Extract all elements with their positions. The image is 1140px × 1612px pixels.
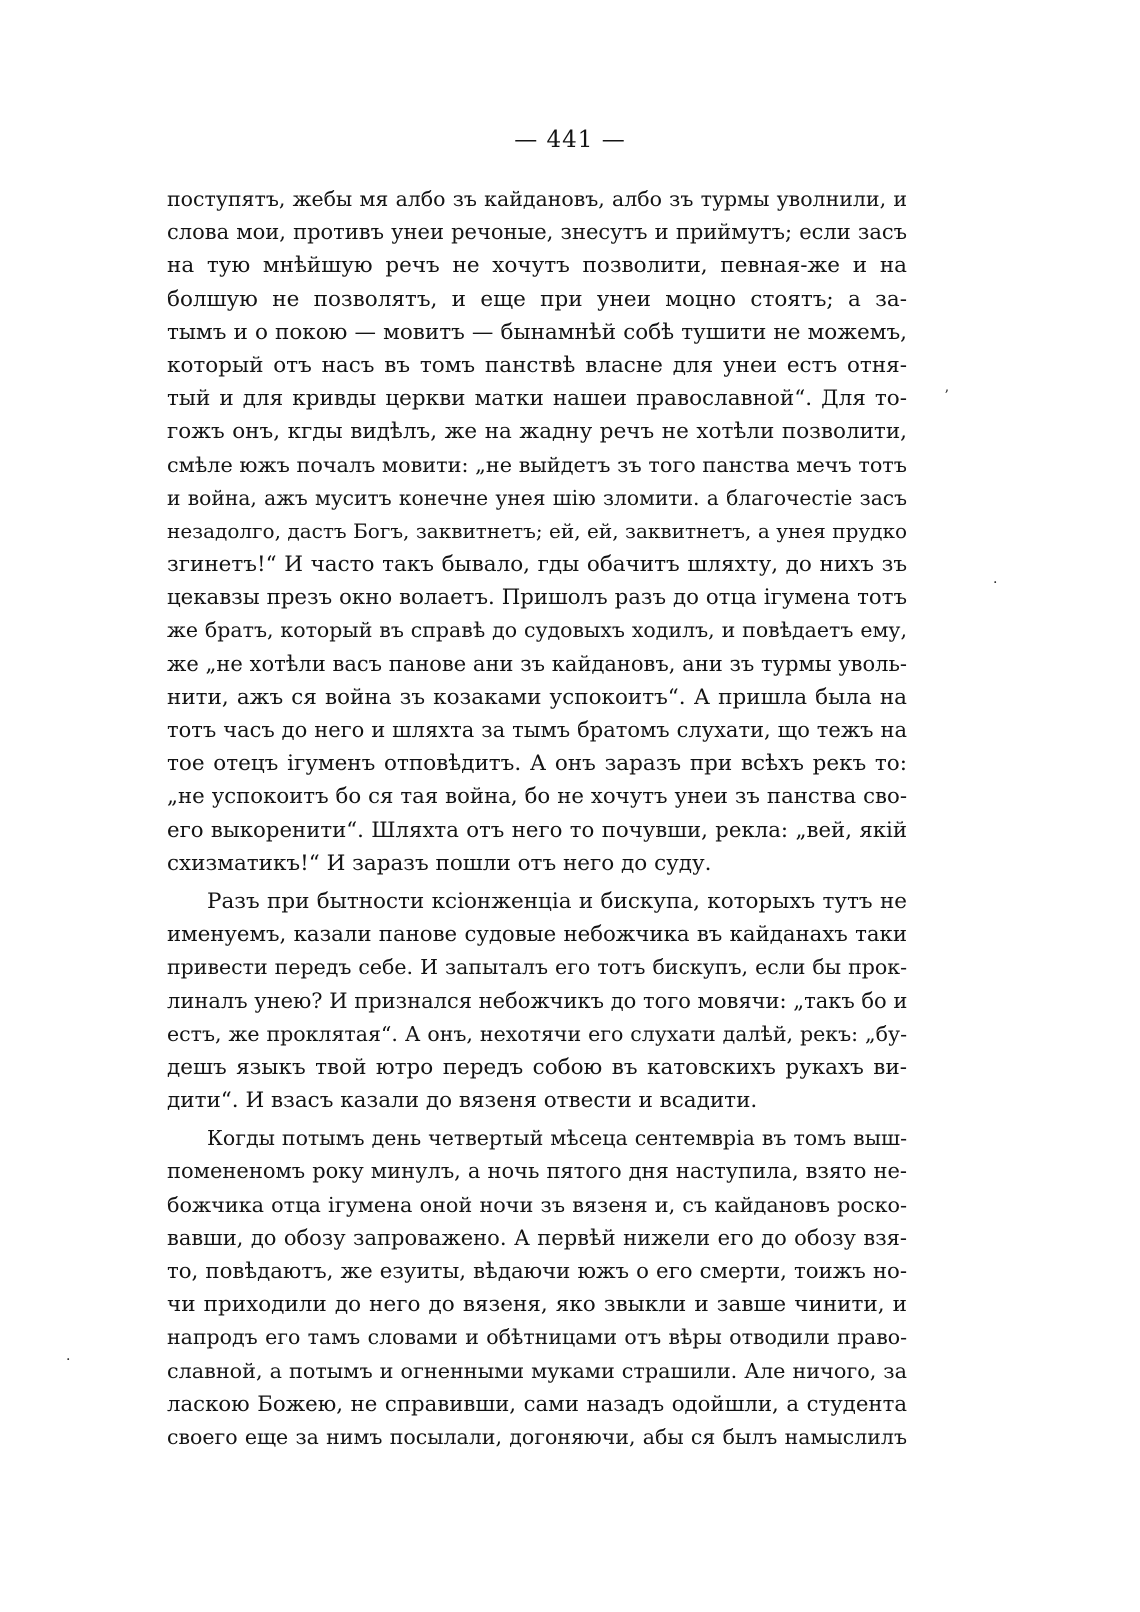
text-line: тый и для кривды церкви матки нашеи православной“. Для то- [167,386,907,412]
text-line: нити, ажъ ся война зъ козаками успокоитъ“. А пришла была на [167,684,907,710]
text-line: привести передъ себе. И запыталъ его тотъ бискупъ, если бы прок- [167,955,907,980]
text-line: Разъ при бытности ксіонженціа и бискупа, которыхъ тутъ не [207,888,907,914]
text-line: тое отецъ ігуменъ отповѣдитъ. А онъ заразъ при всѣхъ рекъ то: [167,751,907,777]
paragraph-3 [167,1122,907,1454]
text-line: вавши, до обозу запроважено. А первѣй нижели его до обозу взя- [167,1225,907,1250]
text-line: Когды потымъ день четвертый мѣсеца сентемвріа въ томъ выш- [207,1126,907,1151]
text-line: же братъ, который въ справѣ до судовыхъ ходилъ, и повѣдаетъ ему, [167,618,907,643]
text-line: дешъ языкъ твой ютро передъ собою въ катовскихъ рукахъ ви- [167,1054,907,1080]
scan-speck: ʼ [944,388,949,404]
text-line: болшую не позволятъ, и еще при унеи моцно стоятъ; а за- [167,286,907,312]
text-line: цекавзы презъ окно волаетъ. Пришолъ разъ до отца ігумена тотъ [167,585,907,611]
text-line: то, повѣдаютъ, же езуиты, вѣдаючи южъ о его смерти, тоижъ но- [167,1259,907,1284]
text-line: згинетъ!“ И часто такъ бывало, гды обачитъ шляхту, до нихъ зъ [167,552,907,578]
text-line: чи приходили до него до вязеня, яко звыкли и завше чинити, и [167,1292,907,1318]
text-line: незадолго, дастъ Богъ, заквитнетъ; ей, ей, заквитнетъ, а унея прудко [167,518,907,543]
text-line: своего еще за нимъ посылали, догоняючи, абы ся былъ намыслилъ [167,1424,907,1449]
text-line: и война, ажъ муситъ конечне унея шію зломити. а благочестіе засъ [167,485,907,510]
text-line: тотъ часъ до него и шляхта за тымъ братомъ слухати, що тежъ на [167,718,907,742]
text-line: ласкою Божею, не справивши, сами назадъ одойшли, а студента [167,1391,907,1417]
text-line: тымъ и о покою — мовитъ — бынамнѣй собѣ тушити не можемъ, [167,319,907,345]
text-line: его выкоренити“. Шляхта отъ него то почувши, рекла: „вей, якій [167,817,907,843]
text-line: дити“. И взасъ казали до вязеня отвести и всадити. [167,1088,758,1114]
page-number: — 441 — [514,127,626,153]
text-line: „не успокоитъ бо ся тая война, бо не хочутъ унеи зъ панства сво- [167,784,907,810]
text-line: схизматикъ!“ И заразъ пошли отъ него до суду. [167,850,712,876]
text-body [167,183,907,1454]
text-line: смѣле южъ почалъ мовити: „не выйдетъ зъ того панства мечъ тотъ [167,452,907,477]
text-line: слова мои, противъ унеи речоные, знесутъ и приймутъ; если засъ [167,220,907,245]
scan-speck: · [66,1352,71,1368]
text-line: естъ, же проклятая“. А онъ, нехотячи его слухати далѣй, рекъ: „бу- [167,1021,907,1046]
text-line: славной, а потымъ и огненными муками страшили. Але ничого, за [167,1358,907,1383]
text-line: который отъ насъ въ томъ панствѣ власне для унеи естъ отня- [167,352,907,378]
text-line: же „не хотѣли васъ панове ани зъ кайдановъ, ани зъ турмы уволь- [167,651,907,676]
text-line: божчика отца ігумена оной ночи зъ вязеня и, съ кайдановъ роско- [167,1192,907,1217]
text-line: гожъ онъ, кгды видѣлъ, же на жадну речъ не хотѣли позволити, [167,419,907,445]
text-line: линалъ унею? И признался небожчикъ до того мовячи: „такъ бо и [167,988,908,1013]
text-line: напродъ его тамъ словами и обѣтницами отъ вѣры отводили право- [167,1325,907,1350]
text-line: на тую мнѣйшую речъ не хочутъ позволити, певная-же и на [167,253,907,279]
text-line: именуемъ, казали панове судовые небожчика въ кайданахъ таки [167,922,907,948]
paragraph-2 [167,885,907,1117]
text-line: поступятъ, жебы мя албо зъ кайдановъ, албо зъ турмы уволнили, и [167,187,907,211]
scan-speck: · [993,575,998,591]
text-line: помененомъ року минулъ, а ночь пятого дня наступила, взято не- [167,1159,907,1184]
paragraph-1 [167,183,907,880]
